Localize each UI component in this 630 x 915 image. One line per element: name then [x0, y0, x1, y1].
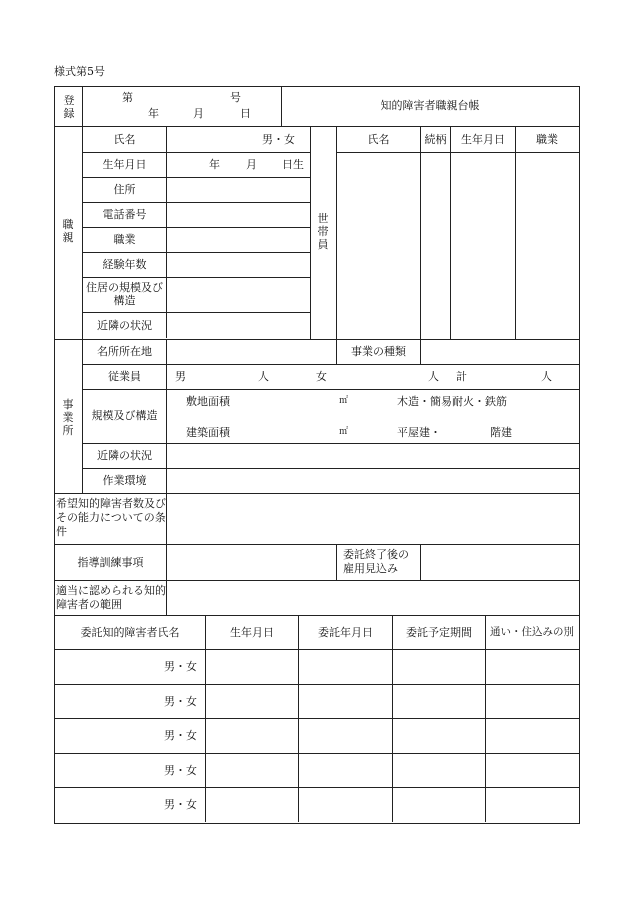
structure-types: 木造・簡易耐火・鉄筋	[397, 395, 507, 408]
row-label-jigyou-neighborhood: 近隣の状況	[97, 449, 152, 462]
setaiin-header-birthdate: 生年月日	[461, 133, 505, 146]
rule	[54, 615, 579, 616]
birth-umare: 日生	[282, 158, 304, 171]
rule	[166, 339, 167, 580]
employees-female-unit: 人	[428, 370, 439, 383]
row-label-birthdate: 生年月日	[102, 158, 147, 171]
itaku-row-sex: 男・女	[164, 695, 197, 708]
single-story-label: 平屋建・	[397, 426, 441, 439]
row-label-phone: 電話番号	[102, 208, 147, 221]
building-area-label: 建築面積	[186, 426, 230, 439]
dai-label: 第	[122, 91, 133, 104]
rule	[54, 493, 579, 494]
rule	[205, 615, 206, 822]
row-label-experience: 経験年数	[102, 258, 147, 271]
gou-label: 号	[230, 91, 241, 104]
employees-total: 計	[456, 370, 467, 383]
itaku-header-birthdate: 生年月日	[230, 626, 274, 639]
rule	[54, 718, 579, 719]
rule	[420, 544, 421, 580]
rule	[82, 152, 310, 153]
itaku-header-type: 通い・住込みの別	[490, 626, 574, 638]
rule	[54, 753, 579, 754]
rule	[310, 126, 311, 339]
rule	[420, 126, 421, 339]
rule	[54, 544, 579, 545]
building-area-unit: ㎡	[339, 427, 349, 437]
setaiin-header-relation: 続柄	[424, 133, 447, 146]
hi-label: 日	[240, 107, 251, 120]
row-label-address: 住所	[113, 183, 136, 196]
employees-male: 男	[175, 370, 186, 383]
site-area-unit: ㎡	[339, 396, 349, 406]
employees-female: 女	[316, 370, 327, 383]
page-title: 知的障害者職親台帳	[380, 99, 480, 112]
row-label-scope: 適当に認められる知的障害者の範囲	[56, 584, 166, 611]
employees-total-unit: 人	[541, 370, 552, 383]
itaku-row-sex: 男・女	[164, 798, 197, 811]
birth-nen: 年	[209, 158, 220, 171]
row-label-business-type: 事業の種類	[351, 345, 406, 358]
setaiin-header-name: 氏名	[367, 133, 390, 146]
rule	[515, 126, 516, 339]
rule	[82, 389, 579, 390]
tsuki-label: 月	[193, 107, 204, 120]
rule	[82, 202, 310, 203]
jigyousho-label: 事業所	[62, 398, 74, 437]
rule	[336, 126, 337, 339]
itaku-row-sex: 男・女	[164, 729, 197, 742]
rule	[450, 126, 451, 339]
itaku-header-date: 委託年月日	[318, 626, 373, 639]
rule	[336, 544, 337, 580]
setaiin-label: 世帯員	[317, 212, 329, 251]
rule	[420, 339, 421, 364]
itaku-row-sex: 男・女	[164, 660, 197, 673]
row-label-desired-conditions: 希望知的障害者数及びその能力についての条件	[56, 497, 166, 538]
row-label-employees: 従業員	[108, 370, 141, 383]
touroku-label: 登録	[63, 94, 75, 120]
rule	[166, 580, 167, 615]
rule	[166, 126, 167, 338]
employees-male-unit: 人	[258, 370, 269, 383]
itaku-header-period: 委託予定期間	[406, 626, 472, 639]
nen-label: 年	[148, 107, 159, 120]
rule	[485, 615, 486, 822]
row-label-scale: 規模及び構造	[91, 409, 158, 422]
itaku-header-name: 委託知的障害者氏名	[80, 626, 180, 639]
setaiin-header-occupation: 職業	[536, 133, 558, 146]
row-label-work-environment: 作業環境	[102, 474, 147, 487]
row-label-occupation: 職業	[113, 233, 136, 246]
row-label-training: 指導訓練事項	[77, 556, 144, 569]
itaku-row-sex: 男・女	[164, 764, 197, 777]
rule	[392, 615, 393, 822]
sex-option: 男・女	[262, 133, 295, 146]
shokuoya-label: 職親	[62, 218, 74, 244]
rule	[54, 126, 579, 127]
row-label-shimei: 氏名	[113, 133, 136, 146]
rule	[82, 86, 83, 493]
row-label-housing: 住居の規模及び構造	[86, 281, 163, 307]
site-area-label: 敷地面積	[186, 395, 230, 408]
rule	[54, 339, 579, 340]
rule	[82, 227, 310, 228]
rule	[82, 468, 579, 469]
rule	[82, 177, 310, 178]
stories-label: 階建	[490, 426, 512, 439]
rule	[336, 152, 579, 153]
rule	[82, 252, 310, 253]
rule	[54, 787, 579, 788]
rule	[82, 277, 310, 278]
row-label-location: 名所所在地	[97, 345, 152, 358]
rule	[82, 312, 310, 313]
row-label-employment-outlook: 委託終了後の雇用見込み	[343, 548, 409, 575]
rule	[82, 443, 579, 444]
rule	[54, 580, 579, 581]
rule	[54, 649, 579, 650]
rule	[298, 615, 299, 822]
row-label-neighborhood: 近隣の状況	[97, 319, 152, 332]
form-number: 様式第5号	[54, 65, 105, 78]
birth-tsuki: 月	[246, 158, 257, 171]
rule	[82, 364, 579, 365]
rule	[54, 684, 579, 685]
